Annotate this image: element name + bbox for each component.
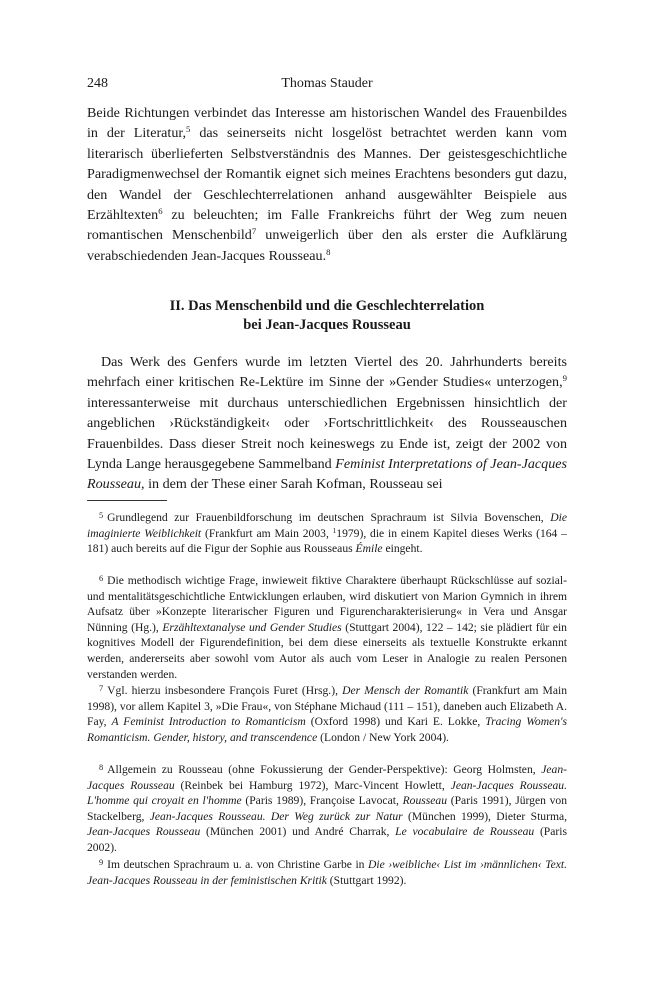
text-run: Beide Richtungen verbindet das Interesse am historischen Wandel des Frauenbildes in der Literatur,	[87, 105, 567, 142]
text-run: Im deutschen Sprachraum u. a. von Christine Garbe in	[107, 858, 368, 871]
cited-title: Rousseau	[402, 794, 448, 808]
text-run: 1979), die in einem Kapitel dieses Werks (164 – 181) auch bereits auf die Figur der Sophie aus Rousseaus	[87, 526, 567, 556]
cited-title: Die ›weibliche‹ List im ›männlichen‹ Text. Jean-Jacques Rousseau in der feministischen Kritik	[87, 858, 567, 887]
footnote-number: 8	[99, 763, 104, 773]
cited-title: Jean-Jacques Rousseau. L'homme qui croyait en l'homme	[87, 778, 567, 808]
text-run: Vgl. hierzu insbesondere François Furet (Hrsg.),	[107, 684, 343, 697]
text-run: (Stuttgart 1992).	[326, 873, 407, 887]
footnote-6	[87, 573, 567, 682]
page-header	[87, 76, 567, 96]
text-run: (Paris 1989), Françoise Lavocat,	[241, 794, 403, 808]
footnote-number: 7	[99, 684, 104, 694]
text-run: unweigerlich über den als erster die Aufklärung verabschiedenden Jean-Jacques Rousseau.	[87, 227, 567, 264]
footnote-ref: 6	[158, 206, 163, 217]
footnote-number: 6	[99, 574, 104, 584]
text-run: (Paris 1991), Jürgen von Stackelberg,	[87, 794, 568, 823]
text-run: (München 2001) und André Charrak,	[200, 825, 396, 839]
text-run: Allgemein zu Rousseau (ohne Fokussierung der Gender-Perspektive): Georg Holmsten,	[107, 763, 542, 776]
text-run: (Oxford 1998) und Kari E. Lokke,	[305, 715, 486, 729]
text-run: Grundlegend zur Frauenbildforschung im deutschen Sprachraum ist Silvia Bovenschen,	[107, 511, 551, 524]
footnote-ref: 7	[251, 226, 257, 237]
footnote-ref: 5	[186, 124, 191, 135]
text-run: Die methodisch wichtige Frage, inwieweit fiktive Charaktere überhaupt Rückschlüsse auf sozial- und mentalitätsgeschichtliche Entwicklungen erlauben, wird diskutiert von Marion Gymnich in ihrem Aufsatz über »Konzepte literarischer Figuren und Figurencharakterisierung« in Vera und Ansgar Nünning (Hg.),	[87, 574, 567, 634]
footnote-8	[87, 762, 567, 856]
cited-title: Tracing Women's Romanticism. Gender, history, and transcendence	[87, 715, 567, 744]
edition-number: 1	[332, 526, 337, 535]
text-run: eingeht.	[382, 542, 423, 556]
cited-title: Jean-Jacques Rousseau	[87, 825, 201, 839]
text-run: (London / New York 2004).	[317, 730, 449, 744]
cited-title: Le vocabulaire de Rousseau	[395, 825, 535, 839]
book-title: Feminist Interpretations of Jean-Jacques Rousseau	[87, 456, 568, 493]
footnote-7	[87, 683, 567, 745]
running-head: Thomas Stauder	[281, 76, 373, 91]
text-run: Das Werk des Genfers wurde im letzten Viertel des 20. Jahrhunderts bereits mehrfach einer kritischen Re-Lektüre im Sinne der »Gender Studies« unterzogen,	[87, 354, 567, 391]
cited-title: Émile	[355, 542, 383, 556]
footnote-5	[87, 510, 567, 557]
cited-title: Jean-Jacques Rousseau. Der Weg zurück zur Natur	[149, 809, 403, 823]
section-heading	[87, 297, 567, 335]
text-run: (Frankfurt am Main 2003,	[201, 526, 333, 540]
footnote-separator	[87, 500, 167, 501]
section-heading-line-1: II. Das Menschenbild und die Geschlechterrelation	[169, 298, 485, 314]
cited-title: A Feminist Introduction to Romanticism	[111, 715, 306, 729]
text-run: (Frankfurt am Main 1998), vor allem Kapitel 3, »Die Frau«, von Stéphane Michaud (111 – 151), daneben auch Elizabeth A. Fay,	[87, 684, 568, 729]
footnote-ref: 9	[562, 373, 567, 384]
cited-title: Erzähltextanalyse und Gender Studies	[162, 620, 342, 634]
body-paragraph-1	[87, 103, 567, 266]
text-run: (Paris 2002).	[87, 825, 567, 854]
footnote-ref: 8	[326, 247, 331, 258]
page-number: 248	[87, 76, 108, 91]
text-run: (Reinbek bei Hamburg 1972), Marc-Vincent Howlett,	[174, 778, 451, 792]
text-run: , in dem der These einer Sarah Kofman, Rousseau sei	[141, 476, 443, 493]
footnote-9	[87, 857, 567, 888]
footnote-number: 5	[99, 511, 104, 521]
cited-title: Jean-Jacques Rousseau	[87, 763, 567, 792]
text-run: (München 1999), Dieter Sturma,	[402, 809, 568, 823]
text-run: (Stuttgart 2004), 122 – 142; sie plädiert für ein kognitives Modell der Figurendefinition, bei dem diese einerseits als textuelle Konstrukte erkannt werden, andererseits aber sowohl vom Autor als auch vom Leser in Analogie zu realen Personen verstanden werden.	[87, 620, 567, 681]
cited-title: Der Mensch der Romantik	[342, 684, 469, 697]
body-paragraph-2	[87, 352, 567, 495]
cited-title: Die imaginierte Weiblichkeit	[87, 511, 567, 540]
text-run: zu beleuchten; im Falle Frankreichs führt der Weg zum neuen romantischen Menschenbild	[87, 207, 567, 244]
section-heading-line-2: bei Jean-Jacques Rousseau	[243, 317, 411, 333]
text-run: das seinerseits nicht losgelöst betrachtet werden kann vom literarisch überlieferten Selbstverständnis des Mannes. Der geistesgeschichtliche Paradigmenwechsel der Romantik eignet sich meines Erachtens besonders gut dazu, den Wandel der Geschlechterrelationen anhand ausgewählter Beispiele aus Erzähltexten	[87, 125, 567, 224]
footnote-number: 9	[99, 858, 104, 868]
text-run: interessanterweise mit durchaus unterschiedlichen Ergebnissen hinsichtlich der angeblichen ›Rückständigkeit‹ oder ›Fortschrittlichkeit‹ des Rousseauschen Frauenbildes. Dass dieser Streit noch keineswegs zu Ende ist, zeigt der 2002 von Lynda Lange herausgegebene Sammelband	[87, 394, 567, 473]
